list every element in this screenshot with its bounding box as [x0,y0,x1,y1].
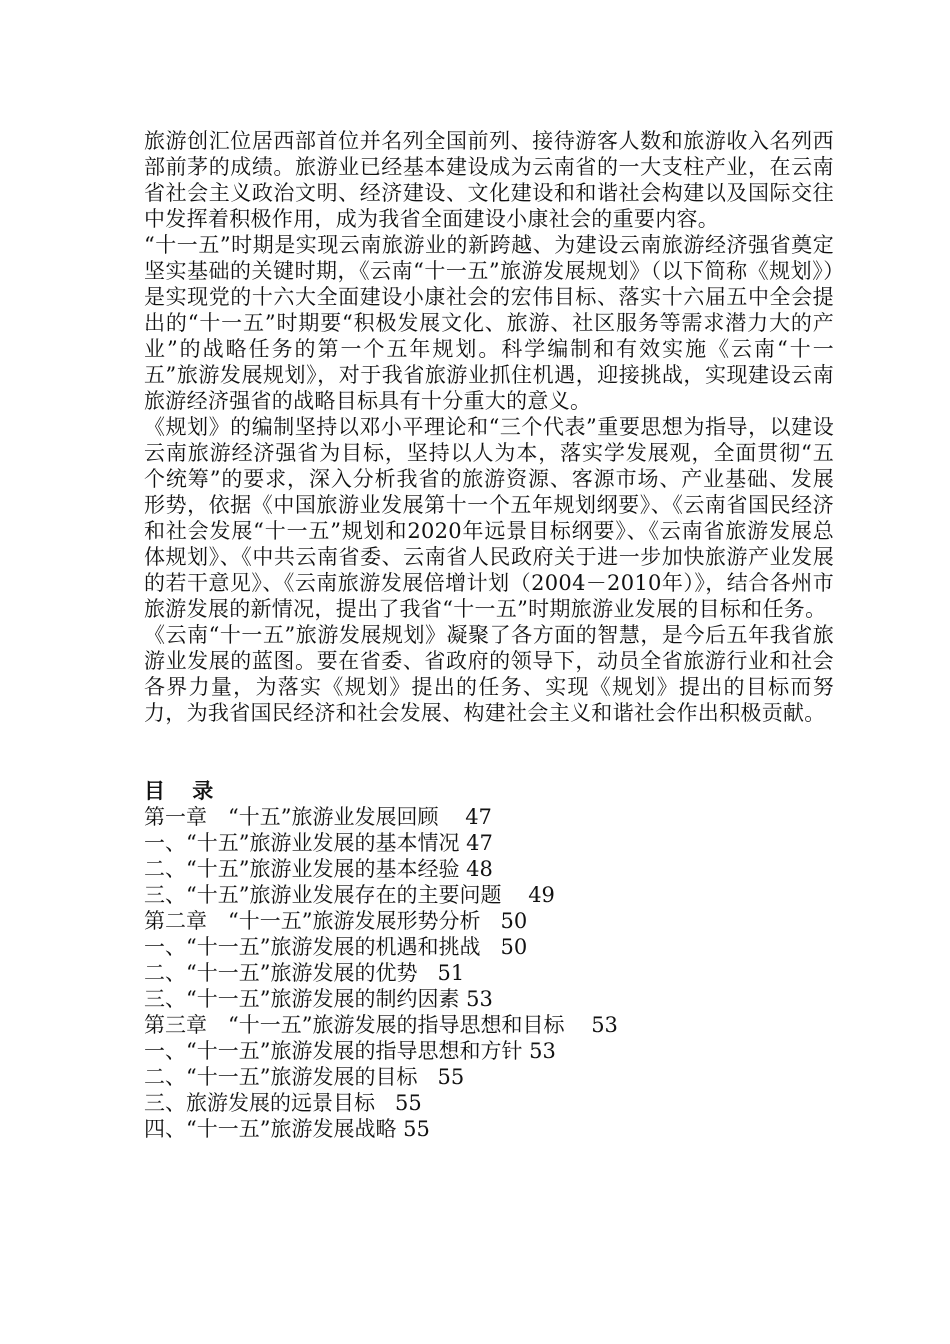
body-paragraph-1: 旅游创汇位居西部首位并名列全国前列、接待游客人数和旅游收入名列西部前茅的成绩。旅游业已经基本建设成为云南省的一大支柱产业，在云南省社会主义政治文明、经济建设、文化建设和和谐社会构建以及国际交往中发挥着积极作用，成为我省全面建设小康社会的重要内容。 [144,129,834,231]
toc-entry[interactable] [144,1038,834,1064]
toc-entry-gap [501,883,528,907]
toc-entry[interactable] [144,882,834,908]
toc-entry[interactable] [144,1116,834,1142]
toc-entry-page-number: 55 [395,1091,422,1115]
toc-entry-page-number: 48 [466,857,493,881]
body-paragraph-4: 《云南“十一五”旅游发展规划》凝聚了各方面的智慧，是今后五年我省旅游业发展的蓝图。要在省委、省政府的领导下，动员全省旅游行业和社会各界力量，为落实《规划》提出的任务、实现《规划》提出的目标而努力，为我省国民经济和社会发展、构建社会主义和谐社会作出积极贡献。 [144,623,834,725]
toc-entry-page-number: 47 [466,831,493,855]
toc-entry-label: 一、“十五”旅游业发展的基本情况 [144,831,460,855]
toc-entry[interactable] [144,908,834,934]
toc-entry[interactable] [144,1064,834,1090]
toc-entry[interactable] [144,960,834,986]
toc-entry-label: 一、“十一五”旅游发展的指导思想和方针 [144,1039,523,1063]
toc-entry-page-number: 50 [500,909,528,933]
toc-entry[interactable] [144,1090,834,1116]
toc-title: 目 录 [144,778,224,803]
toc-entry-label: 第一章 “十五”旅游业发展回顾 [144,805,439,829]
toc-entry[interactable] [144,856,834,882]
toc-entry[interactable] [144,934,834,960]
toc-entry-page-number: 53 [466,987,493,1011]
toc-entry-label: 二、“十五”旅游业发展的基本经验 [144,857,460,881]
toc-entry-label: 一、“十一五”旅游发展的机遇和挑战 [144,935,481,959]
toc-entry-gap [438,805,465,829]
toc-entry-label: 四、“十一五”旅游发展战略 [144,1117,397,1141]
toc-entry-gap [480,909,500,933]
toc-entry-gap [417,1065,437,1089]
toc-entry[interactable] [144,804,834,830]
body-paragraph-2: “十一五”时期是实现云南旅游业的新跨越、为建设云南旅游经济强省奠定坚实基础的关键时期，《云南“十一五”旅游发展规划》（以下简称《规划》）是实现党的十六大全面建设小康社会的宏伟目标、落实十六届五中全会提出的“十一五”时期要“积极发展文化、旅游、社区服务等需求潜力大的产业”的战略任务的第一个五年规划。科学编制和有效实施《云南“十一五”旅游发展规划》，对于我省旅游业抓住机遇，迎接挑战，实现建设云南旅游经济强省的战略目标具有十分重大的意义。 [144,233,834,413]
toc-entry[interactable] [144,986,834,1012]
toc-entry-gap [417,961,437,985]
toc-entry-label: 二、“十一五”旅游发展的优势 [144,961,418,985]
toc-entry-label: 三、“十五”旅游业发展存在的主要问题 [144,883,502,907]
toc-entry-label: 第二章 “十一五”旅游发展形势分析 [144,909,481,933]
toc-entry-gap [480,935,500,959]
body-paragraph-3: 《规划》的编制坚持以邓小平理论和“三个代表”重要思想为指导，以建设云南旅游经济强省为目标，坚持以人为本，落实学发展观，全面贯彻“五个统筹”的要求，深入分析我省的旅游资源、客源市场、产业基础、发展形势，依据《中国旅游业发展第十一个五年规划纲要》、《云南省国民经济和社会发展“十一五”规划和2020年远景目标纲要》、《云南省旅游发展总体规划》、《中共云南省委、云南省人民政府关于进一步加快旅游产业发展的若干意见》、《云南旅游发展倍增计划（2004－2010年）》，结合各州市旅游发展的新情况，提出了我省“十一五”时期旅游业发展的目标和任务。 [144,415,834,621]
section-spacer [144,726,834,752]
toc-entry[interactable] [144,1012,834,1038]
toc-entry-page-number: 51 [437,961,465,985]
toc-entry-gap [375,1091,395,1115]
toc-entry-label: 第三章 “十一五”旅游发展的指导思想和目标 [144,1013,565,1037]
toc-entry-page-number: 53 [591,1013,618,1037]
toc-entry-page-number: 53 [529,1039,556,1063]
toc-entry[interactable] [144,830,834,856]
section-spacer [144,752,834,778]
toc-entry-label: 三、旅游发展的远景目标 [144,1091,375,1115]
toc-entry-page-number: 50 [500,935,528,959]
toc-entry-page-number: 47 [465,805,492,829]
toc-entry-gap [564,1013,591,1037]
toc-entry-page-number: 55 [403,1117,430,1141]
toc-entry-label: 三、“十一五”旅游发展的制约因素 [144,987,460,1011]
toc-entry-page-number: 49 [528,883,555,907]
table-of-contents [144,804,834,1142]
toc-entry-label: 二、“十一五”旅游发展的目标 [144,1065,418,1089]
document-page [144,128,834,1142]
toc-entry-page-number: 55 [437,1065,465,1089]
